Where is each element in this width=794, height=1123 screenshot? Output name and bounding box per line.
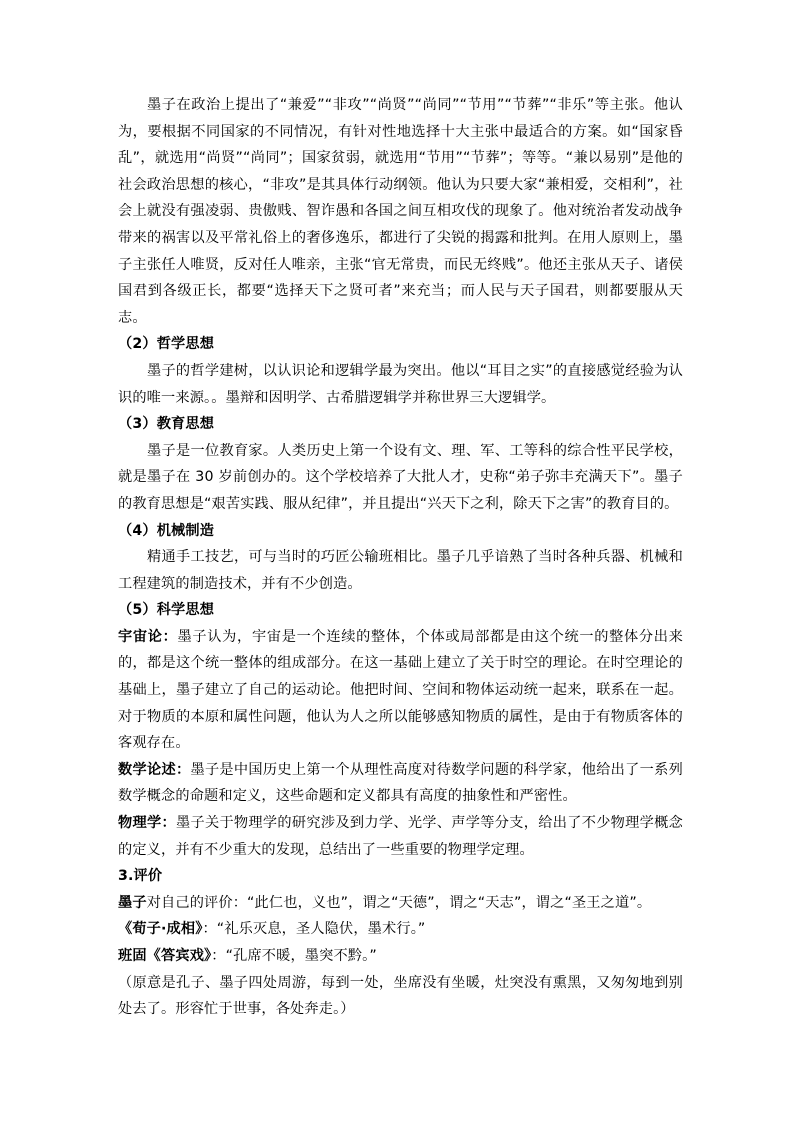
evaluation-bangu <box>118 943 683 970</box>
document-body <box>118 92 683 1023</box>
evaluation-xunzi-label: 《荀子·成相》 <box>118 921 203 938</box>
philosophy-heading: （2）哲学思想 <box>118 336 215 353</box>
cosmology-text: 墨子认为，宇宙是一个连续的整体，个体或局部都是由这个统一的整体分出来的，都是这个统一整体的组成部分。在这一基础上建立了关于时空的理论。在时空理论的基础上，墨子建立了自己的运动论。他把时间、空间和物体运动统一起来，联系在一起。对于物质的本原和属性问题，他认为人之所以能够感知物质的属性，是由于有物质客体的客观存在。 <box>118 628 683 752</box>
evaluation-bangu-text: ：“孔席不暖，墨突不黔。” <box>211 948 377 964</box>
evaluation-heading: 3.评价 <box>118 868 163 885</box>
cosmology-label: 宇宙论： <box>118 628 178 645</box>
math-text: 墨子是中国历史上第一个从理性高度对待数学问题的科学家，他给出了一系列数学概念的命题和定义，这些命题和定义都具有高度的抽象性和严密性。 <box>118 761 683 805</box>
cosmology-paragraph <box>118 624 683 757</box>
machinery-paragraph: 精通手工技艺，可与当时的巧匠公输班相比。墨子几乎谙熟了当时各种兵器、机械和工程建筑的制造技术，并有不少创造。 <box>118 549 683 592</box>
math-paragraph <box>118 757 683 810</box>
physics-label: 物理学： <box>118 815 176 832</box>
evaluation-xunzi-text: ：“礼乐灭息，圣人隐伏，墨术行。” <box>202 921 426 938</box>
education-paragraph: 墨子是一位教育家。人类历史上第一个设有文、理、军、工等科的综合性平民学校，就是墨子在 30 岁前创办的。这个学校培养了大批人才，史称“弟子弥丰充满天下”。墨子的教育思想是“艰苦实践、服从纪律”，并且提出“兴天下之利，除天下之害”的教育目的。 <box>118 442 683 512</box>
evaluation-self <box>118 890 683 917</box>
physics-text: 墨子关于物理学的研究涉及到力学、光学、声学等分支，给出了不少物理学概念的定义，并有不少重大的发现，总结出了一些重要的物理学定理。 <box>118 815 683 858</box>
evaluation-self-label: 墨子 <box>118 894 147 911</box>
math-label: 数学论述： <box>118 761 191 778</box>
evaluation-xunzi <box>118 916 683 943</box>
science-heading: （5）科学思想 <box>118 602 215 619</box>
machinery-heading: （4）机械制造 <box>118 522 215 539</box>
physics-paragraph <box>118 810 683 863</box>
philosophy-paragraph: 墨子的哲学建树，以认识论和逻辑学最为突出。他以“耳目之实”的直接感觉经验为认识的唯一来源。。墨辩和因明学、古希腊逻辑学并称世界三大逻辑学。 <box>118 362 683 406</box>
evaluation-self-text: 对自己的评价：“此仁也，义也”，谓之“天德”，谓之“天志”，谓之“圣王之道”。 <box>146 894 652 911</box>
evaluation-note: （原意是孔子、墨子四处周游，每到一处，坐席没有坐暖，灶突没有熏黑，又匆匆地到别处去了。形容忙于世事，各处奔走。） <box>118 974 683 1018</box>
politics-paragraph: 墨子在政治上提出了“兼爱”“非攻”“尚贤”“尚同”“节用”“节葬”“非乐”等主张。他认为，要根据不同国家的不同情况，有针对性地选择十大主张中最适合的方案。如“国家昏乱”，就选用“尚贤”“尚同”；国家贫弱，就选用“节用”“节葬”；等等。“兼以易别”是他的社会政治思想的核心，“非攻”是其具体行动纲领。他认为只要大家“兼相爱，交相利”，社会上就没有强凌弱、贵傲贱、智诈愚和各国之间互相攻伐的现象了。他对统治者发动战争带来的祸害以及平常礼俗上的奢侈逸乐，都进行了尖锐的揭露和批判。在用人原则上，墨子主张任人唯贤，反对任人唯亲，主张“官无常贵，而民无终贱”。他还主张从天子、诸侯国君到各级正长，都要“选择天下之贤可者”来充当；而人民与天子国君，则都要服从天志。 <box>118 97 683 326</box>
evaluation-bangu-label: 班固《答宾戏》 <box>118 948 212 964</box>
education-heading: （3）教育思想 <box>118 416 215 433</box>
